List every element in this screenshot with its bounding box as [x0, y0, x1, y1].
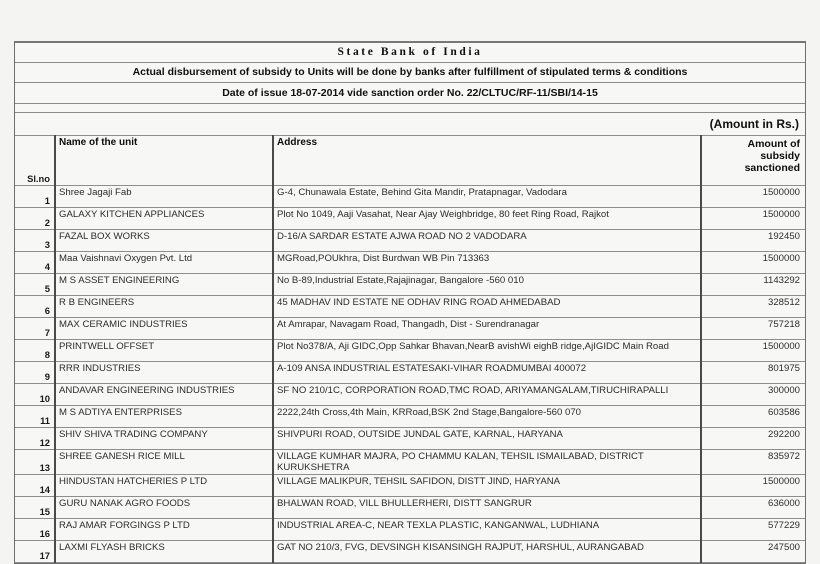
cell-sl-no: 16	[15, 519, 55, 541]
subsidy-table	[15, 135, 805, 563]
table-body	[15, 186, 805, 563]
column-header-sl-no: Sl.no	[15, 136, 55, 186]
cell-amount: 603586	[701, 406, 805, 428]
amount-unit-note: (Amount in Rs.)	[709, 117, 799, 131]
cell-unit-name: HINDUSTAN HATCHERIES P LTD	[55, 475, 273, 497]
table-row	[15, 450, 805, 475]
cell-amount: 1500000	[701, 252, 805, 274]
cell-unit-name: ANDAVAR ENGINEERING INDUSTRIES	[55, 384, 273, 406]
column-header-name: Name of the unit	[55, 136, 273, 186]
cell-unit-name: GALAXY KITCHEN APPLIANCES	[55, 208, 273, 230]
cell-sl-no: 12	[15, 428, 55, 450]
table-row	[15, 296, 805, 318]
cell-unit-name: GURU NANAK AGRO FOODS	[55, 497, 273, 519]
cell-amount: 1500000	[701, 186, 805, 208]
cell-sl-no: 5	[15, 274, 55, 296]
cell-address: G-4, Chunawala Estate, Behind Gita Mandir, Pratapnagar, Vadodara	[273, 186, 701, 208]
cell-sl-no: 13	[15, 450, 55, 475]
table-row	[15, 252, 805, 274]
cell-address: SHIVPURI ROAD, OUTSIDE JUNDAL GATE, KARNAL, HARYANA	[273, 428, 701, 450]
table-row	[15, 230, 805, 252]
header-row	[15, 136, 805, 186]
issue-date-line: Date of issue 18-07-2014 vide sanction order No. 22/CLTUC/RF-11/SBI/14-15	[15, 83, 805, 104]
cell-amount: 757218	[701, 318, 805, 340]
cell-address: MGRoad,POUkhra, Dist Burdwan WB Pin 713363	[273, 252, 701, 274]
cell-address: A-109 ANSA INDUSTRIAL ESTATESAKI-VIHAR ROADMUMBAI 400072	[273, 362, 701, 384]
cell-unit-name: R B ENGINEERS	[55, 296, 273, 318]
cell-unit-name: M S ASSET ENGINEERING	[55, 274, 273, 296]
cell-amount: 1143292	[701, 274, 805, 296]
table-row	[15, 475, 805, 497]
table-row	[15, 340, 805, 362]
cell-address: Plot No 1049, Aaji Vasahat, Near Ajay Weighbridge, 80 feet Ring Road, Rajkot	[273, 208, 701, 230]
cell-amount: 192450	[701, 230, 805, 252]
cell-address: At Amrapar, Navagam Road, Thangadh, Dist - Surendranagar	[273, 318, 701, 340]
cell-address: BHALWAN ROAD, VILL BHULLERHERI, DISTT SANGRUR	[273, 497, 701, 519]
cell-unit-name: RAJ AMAR FORGINGS P LTD	[55, 519, 273, 541]
cell-sl-no: 17	[15, 541, 55, 563]
table-row	[15, 428, 805, 450]
table-row	[15, 362, 805, 384]
cell-address: VILLAGE MALIKPUR, TEHSIL SAFIDON, DISTT JIND, HARYANA	[273, 475, 701, 497]
cell-unit-name: LAXMI FLYASH BRICKS	[55, 541, 273, 563]
column-header-amount: Amount of subsidy sanctioned	[701, 136, 805, 186]
cell-sl-no: 14	[15, 475, 55, 497]
table-row	[15, 274, 805, 296]
cell-unit-name: M S ADTIYA ENTERPRISES	[55, 406, 273, 428]
cell-sl-no: 6	[15, 296, 55, 318]
cell-address: SF NO 210/1C, CORPORATION ROAD,TMC ROAD, ARIYAMANGALAM,TIRUCHIRAPALLI	[273, 384, 701, 406]
cell-sl-no: 11	[15, 406, 55, 428]
cell-sl-no: 4	[15, 252, 55, 274]
table-row	[15, 541, 805, 563]
cell-address: 2222,24th Cross,4th Main, KRRoad,BSK 2nd Stage,Bangalore-560 070	[273, 406, 701, 428]
cell-unit-name: FAZAL BOX WORKS	[55, 230, 273, 252]
cell-sl-no: 2	[15, 208, 55, 230]
table-row	[15, 318, 805, 340]
cell-unit-name: Shree Jagaji Fab	[55, 186, 273, 208]
cell-amount: 801975	[701, 362, 805, 384]
cell-sl-no: 15	[15, 497, 55, 519]
table-row	[15, 519, 805, 541]
cell-amount: 577229	[701, 519, 805, 541]
cell-amount: 328512	[701, 296, 805, 318]
cell-unit-name: PRINTWELL OFFSET	[55, 340, 273, 362]
cell-sl-no: 1	[15, 186, 55, 208]
cell-unit-name: SHREE GANESH RICE MILL	[55, 450, 273, 475]
cell-unit-name: RRR INDUSTRIES	[55, 362, 273, 384]
cell-address: No B-89,Industrial Estate,Rajajinagar, Bangalore -560 010	[273, 274, 701, 296]
cell-sl-no: 3	[15, 230, 55, 252]
cell-unit-name: Maa Vaishnavi Oxygen Pvt. Ltd	[55, 252, 273, 274]
cell-address: INDUSTRIAL AREA-C, NEAR TEXLA PLASTIC, KANGANWAL, LUDHIANA	[273, 519, 701, 541]
cell-amount: 1500000	[701, 208, 805, 230]
cell-unit-name: SHIV SHIVA TRADING COMPANY	[55, 428, 273, 450]
cell-amount: 247500	[701, 541, 805, 563]
cell-amount: 1500000	[701, 340, 805, 362]
cell-amount: 292200	[701, 428, 805, 450]
cell-unit-name: MAX CERAMIC INDUSTRIES	[55, 318, 273, 340]
table-row	[15, 208, 805, 230]
cell-amount: 1500000	[701, 475, 805, 497]
subsidy-sanction-sheet	[14, 41, 806, 564]
cell-amount: 835972	[701, 450, 805, 475]
spacer-band	[15, 104, 805, 113]
table-header	[15, 136, 805, 186]
cell-address: 45 MADHAV IND ESTATE NE ODHAV RING ROAD AHMEDABAD	[273, 296, 701, 318]
cell-sl-no: 8	[15, 340, 55, 362]
cell-address: VILLAGE KUMHAR MAJRA, PO CHAMMU KALAN, TEHSIL ISMAILABAD, DISTRICT KURUKSHETRA	[273, 450, 701, 475]
bank-title: State Bank of India	[15, 43, 805, 63]
cell-sl-no: 7	[15, 318, 55, 340]
table-row	[15, 384, 805, 406]
cell-address: Plot No378/A, Aji GIDC,Opp Sahkar Bhavan,NearB avishWi eighB ridge,AjIGIDC Main Road	[273, 340, 701, 362]
table-row	[15, 406, 805, 428]
cell-address: GAT NO 210/3, FVG, DEVSINGH KISANSINGH RAJPUT, HARSHUL, AURANGABAD	[273, 541, 701, 563]
table-row	[15, 186, 805, 208]
table-row	[15, 497, 805, 519]
column-header-address: Address	[273, 136, 701, 186]
disbursement-notice: Actual disbursement of subsidy to Units will be done by banks after fulfillment of stipulated terms & conditions	[15, 63, 805, 83]
cell-sl-no: 10	[15, 384, 55, 406]
cell-amount: 300000	[701, 384, 805, 406]
cell-sl-no: 9	[15, 362, 55, 384]
cell-address: D-16/A SARDAR ESTATE AJWA ROAD NO 2 VADODARA	[273, 230, 701, 252]
cell-amount: 636000	[701, 497, 805, 519]
